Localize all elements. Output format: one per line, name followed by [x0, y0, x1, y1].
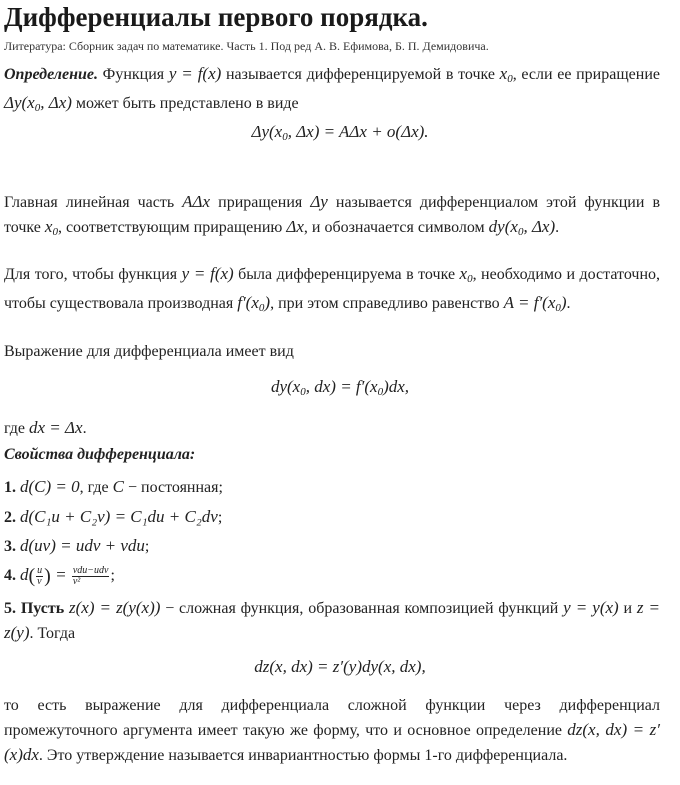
- math-display: $dy(x_0$, $dx) = f'(x_0)dx$,: [270, 377, 410, 398]
- property-4: 4. d( $\frac{u}{v}$ ) = $\frac{\text{vdu−udv}}{\text{v²}}$ ;: [4, 564, 115, 587]
- property-3: 3. d(uv) = udv + vdu;: [4, 536, 150, 555]
- properties-heading: Свойства дифференциала:: [4, 446, 196, 463]
- definition-text: называется дифференцируемой в точке: [221, 66, 500, 83]
- paragraph-final: то есть выражение для дифференциала сложной функции через дифференциал промежуточного аргумента имеет такую же форму, что и основное определение dz(x, dx) = z′(x)dx. Это утверждение называется инвариантностью формы 1-го дифференциала.: [4, 697, 660, 764]
- formula-increment: [0, 121, 680, 143]
- definition-text: может быть представлено в виде: [71, 95, 299, 112]
- paragraph-expression: Выражение для дифференциала имеет вид: [4, 343, 294, 360]
- math-inline: $x_0$: [499, 64, 513, 85]
- definition-label: Определение.: [4, 66, 98, 83]
- fraction: $\frac{u}{v}$: [37, 564, 43, 587]
- definition-paragraph: [4, 62, 660, 120]
- property-2: 2. d(C₁u + C₂v) = C₁du + C₂dv;: [4, 507, 223, 526]
- formula-composite: [0, 656, 680, 677]
- property-1: 1. d(C) = 0, где C − постоянная;: [4, 477, 223, 496]
- property-5: 5. Пусть z(x) = z(y(x)) − сложная функция, образованная композицией функций y = y(x) и z = z(y). Тогда: [4, 598, 661, 642]
- paragraph-where: где dx = Δx.: [4, 418, 87, 437]
- paragraph-main-linear-part: Главная линейная часть AΔx приращения Δy называется дифференциалом этой функции в точке $x_0$, соответствующим приращению Δx, и обозначается символом $dy(x_0$, Δx).: [4, 192, 661, 238]
- formula-differential: [0, 376, 680, 398]
- definition-text: , если ее приращение: [512, 66, 660, 83]
- definition-text: Функция: [98, 66, 169, 83]
- page-title: Дифференциалы первого порядка.: [4, 2, 428, 32]
- paragraph-condition: Для того, чтобы функция y = f(x) была дифференцируема в точке $x_0$, необходимо и достаточно, чтобы существовала производная $f'(x_0)$, при этом справедливо равенство $A = f'(x_0)$.: [4, 264, 661, 314]
- fraction: $\frac{\text{vdu−udv}}{\text{v²}}$: [72, 564, 109, 587]
- math-inline: $\Delta y(x_0$, Δx): [4, 93, 72, 114]
- math-inline: y = f(x): [168, 64, 222, 83]
- math-display: dz(x, dx) = z′(y)dy(x, dx),: [254, 657, 426, 676]
- literature-reference: Литература: Сборник задач по математике. Часть 1. Под ред А. В. Ефимова, Б. П. Демидовича.: [4, 39, 489, 53]
- math-display: $\Delta y(x_0$, Δx) = AΔx + o(Δx).: [251, 122, 429, 143]
